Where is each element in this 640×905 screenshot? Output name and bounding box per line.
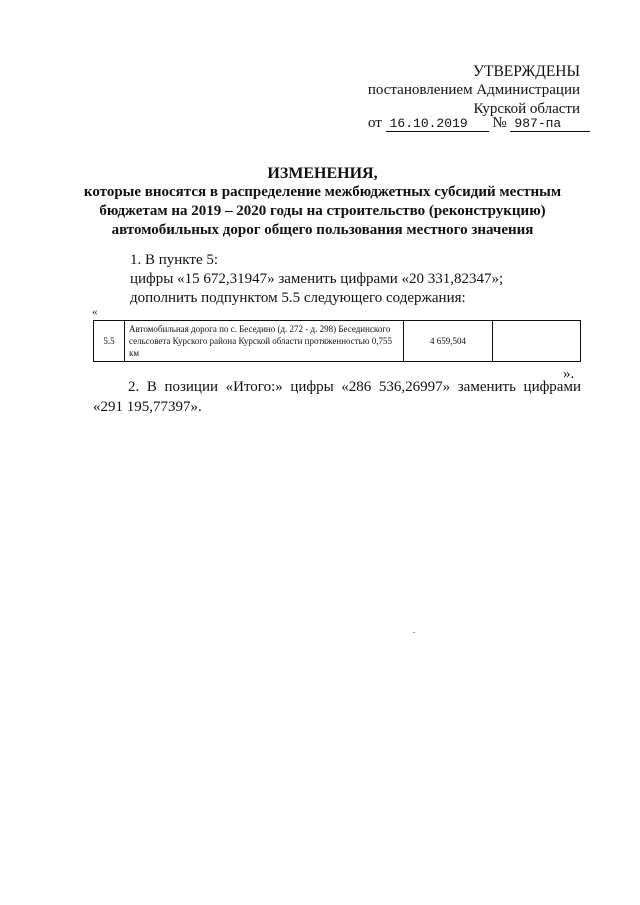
number-sign: № bbox=[492, 115, 507, 131]
approval-date: 16.10.2019 bbox=[386, 116, 489, 132]
row-number: 5.5 bbox=[94, 321, 125, 362]
approval-number: 987-па bbox=[510, 116, 590, 132]
point2-line2: «291 195,77397». bbox=[93, 399, 202, 415]
approval-line-2: Курской области bbox=[473, 101, 580, 117]
document-heading bbox=[60, 164, 585, 240]
table-row bbox=[94, 321, 581, 362]
approval-date-line bbox=[368, 115, 590, 132]
approval-line-1: постановлением Администрации bbox=[367, 82, 580, 98]
heading-title: ИЗМЕНЕНИЯ, bbox=[267, 165, 378, 182]
row-extra bbox=[493, 321, 581, 362]
point1-line2: дополнить подпунктом 5.5 следующего содержания: bbox=[130, 290, 466, 306]
point1-line1: цифры «15 672,31947» заменить цифрами «20 331,82347»; bbox=[130, 271, 504, 287]
point2-line1: 2. В позиции «Итого:» цифры «286 536,26997» заменить цифрами bbox=[128, 379, 581, 395]
insert-table bbox=[93, 320, 581, 362]
point1-title: 1. В пункте 5: bbox=[130, 252, 219, 268]
heading-subtitle: которые вносятся в распределение межбюджетных субсидий местным бюджетам на 2019 – 2020 годы на строительство (реконструкцию) автомобильных дорог общего пользования местного значения bbox=[83, 184, 562, 238]
date-prefix: от bbox=[368, 115, 382, 131]
point2-paragraph bbox=[93, 377, 581, 417]
insert-close-quote: ». bbox=[563, 366, 575, 382]
row-amount: 4 659,504 bbox=[404, 321, 493, 362]
approval-title: УТВЕРЖДЕНЫ bbox=[473, 63, 580, 80]
scan-speck bbox=[413, 632, 415, 633]
row-name: Автомобильная дорога по с. Беседино (д. 272 - д. 298) Бесединского сельсовета Курского района Курской области протяженностью 0,755 км bbox=[125, 321, 404, 362]
insert-open-quote: « bbox=[92, 306, 98, 318]
